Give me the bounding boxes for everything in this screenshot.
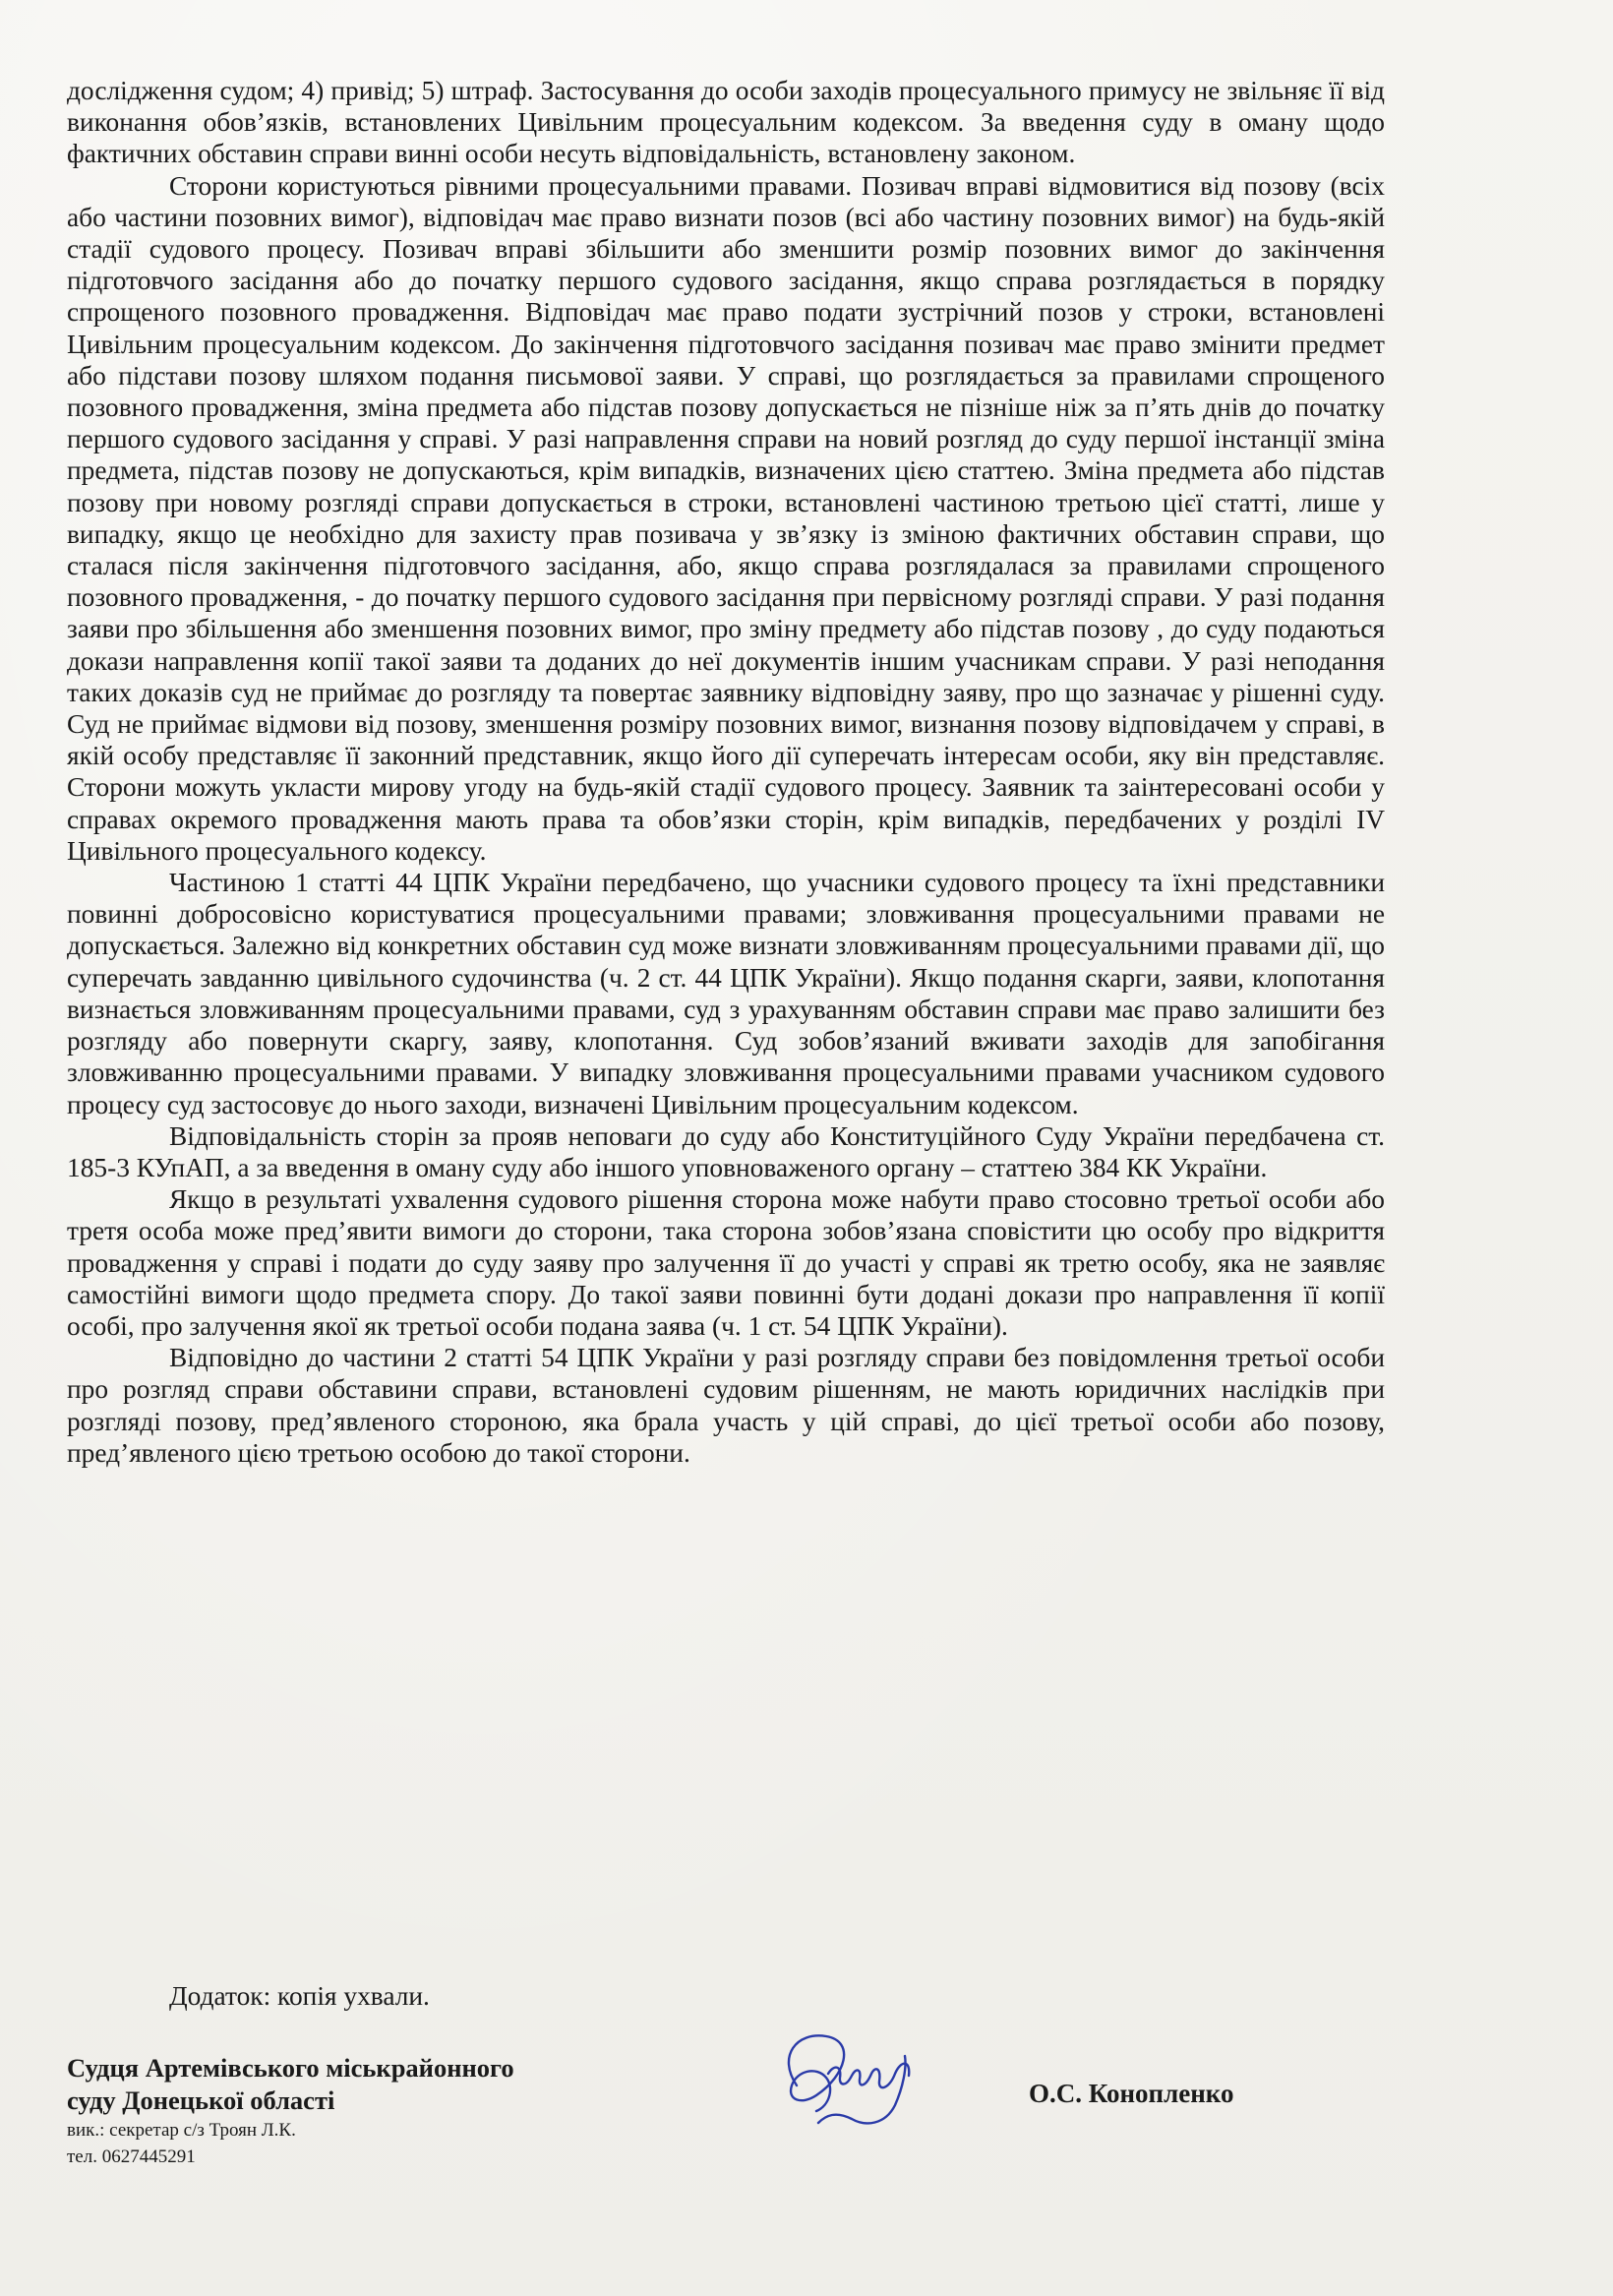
signature-block xyxy=(67,2052,618,2170)
signer-title-line2: суду Донецької області xyxy=(67,2085,335,2115)
judge-name: О.С. Конопленко xyxy=(1029,2079,1234,2108)
document-body xyxy=(67,75,1385,1469)
paragraph-2: Сторони користуються рівними процесуальними правами. Позивач вправі відмовитися від позову (всіх або частини позовних вимог), відповідач має право визнати позов (всі або частину позовних вимог) на будь-якій стадії судового процесу. Позивач вправі збільшити або зменшити розмір позовних вимог до закінчення підготовчого засідання або до початку першого судового засідання, якщо справа розглядається в порядку спрощеного позовного провадження. Відповідач має право подати зустрічний позов у строки, встановлені Цивільним процесуальним кодексом. До закінчення підготовчого засідання позивач має право змінити предмет або підстави позову шляхом подання письмової заяви. У справі, що розглядається за правилами спрощеного позовного провадження, зміна предмета або підстав позову допускається не пізніше ніж за п’ять днів до початку першого судового засідання у справі. У разі направлення справи на новий розгляд до суду першої інстанції зміна предмета, підстав позову не допускаються, крім випадків, визначених цією статтею. Зміна предмета або підстав позову при новому розгляді справи допускається в строки, встановлені частиною третьою цієї статті, лише у випадку, якщо це необхідно для захисту прав позивача у зв’язку із зміною фактичних обставин справи, що сталася після закінчення підготовчого засідання, або, якщо справа розглядалася за правилами спрощеного позовного провадження, - до початку першого судового засідання при первісному розгляді справи. У разі подання заяви про збільшення або зменшення позовних вимог, про зміну предмету або підстав позову , до суду подаються докази направлення копії такої заяви та доданих до неї документів іншим учасникам справи. У разі неподання таких доказів суд не приймає до розгляду та повертає заявнику відповідну заяву, про що зазначає у рішенні суду. Суд не приймає відмови від позову, зменшення розміру позовних вимог, визнання позову відповідачем у справі, в якій особу представляє її законний представник, якщо його дії суперечать інтересам особи, яку він представляє. Сторони можуть укласти мирову угоду на будь-якій стадії судового процесу. Заявник та заінтересовані особи у справах окремого провадження мають права та обов’язки сторін, крім випадків, передбачених у розділі IV Цивільного процесуального кодексу. xyxy=(67,170,1385,866)
paragraph-4: Відповідальність сторін за прояв неповаги до суду або Конституційного Суду України передбачена ст. 185-3 КУпАП, а за введення в оману суду або іншого уповноваженого органу – статтею 384 КК України. xyxy=(67,1120,1385,1182)
signer-title-line1: Судця Артемівського міськрайонного xyxy=(67,2053,514,2083)
phone-line: тел. 0627445291 xyxy=(67,2146,196,2167)
paragraph-5: Якщо в результаті ухвалення судового рішення сторона може набути право стосовно третьої особи або третя особа може пред’явити вимоги до сторони, така сторона зобов’язана сповістити цю особу про відкриття провадження у справі і подати до суду заяву про залучення її до участі у справі як третю особу, яка не заявляє самостійні вимоги щодо предмета спору. До такої заяви повинні бути додані докази про направлення її копії особі, про залучення якої як третьої особи подана заява (ч. 1 ст. 54 ЦПК України). xyxy=(67,1184,1385,1341)
paragraph-1: дослідження судом; 4) привід; 5) штраф. Застосування до особи заходів процесуального примусу не звільняє її від виконання обов’язків, встановлених Цивільним процесуальним кодексом. За введення суду в оману щодо фактичних обставин справи винні особи несуть відповідальність, встановлену законом. xyxy=(67,76,1385,169)
paragraph-6: Відповідно до частини 2 статті 54 ЦПК України у разі розгляду справи без повідомлення третьої особи про розгляд справи обставини справи, встановлені судовим рішенням, не мають юридичних наслідків при розгляді позову, пред’явленого стороною, яка брала участь у цій справі, до цієї третьої особи або позову, пред’явленого цією третьою особою до такої сторони. xyxy=(67,1343,1385,1468)
executor-line: вик.: секретар с/з Троян Л.К. xyxy=(67,2120,296,2141)
attachment-note: Додаток: копія ухвали. xyxy=(169,1981,430,2011)
paragraph-3: Частиною 1 статті 44 ЦПК України передбачено, що учасники судового процесу та їхні представники повинні добросовісно користуватися процесуальними правами; зловживання процесуальними правами не допускається. Залежно від конкретних обставин суд може визнати зловживанням процесуальними правами дії, що суперечать завданню цивільного судочинства (ч. 2 ст. 44 ЦПК України). Якщо подання скарги, заяви, клопотання визнається зловживанням процесуальними правами, суд з урахуванням обставин справи має право залишити без розгляду або повернути скаргу, заяву, клопотання. Суд зобов’язаний вживати заходів для запобігання зловживанню процесуальними правами. У випадку зловживання процесуальними правами учасником судового процесу суд застосовує до нього заходи, визначені Цивільним процесуальним кодексом. xyxy=(67,868,1385,1119)
handwritten-signature xyxy=(757,2017,954,2135)
